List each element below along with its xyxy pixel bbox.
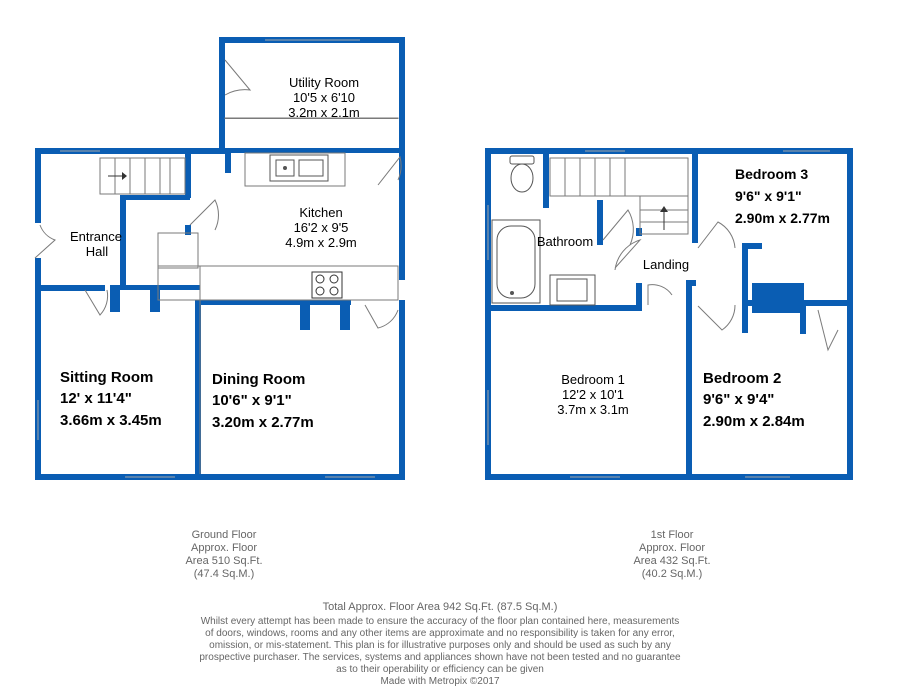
disclaimer-line: as to their operability or efficiency can be given (336, 664, 544, 675)
bedroom2-imperial: 9'6" x 9'4" (703, 391, 775, 408)
first-caption-line2: Approx. Floor (638, 542, 706, 554)
kitchen-imperial: 16'2 x 9'5 (293, 220, 349, 235)
kitchen-name: Kitchen (299, 205, 343, 220)
bathtub (492, 220, 540, 303)
toilet (510, 156, 534, 192)
kitchen-worktop (158, 118, 398, 300)
ground-caption-line1: Ground Floor (191, 529, 257, 541)
staircase (550, 158, 688, 234)
first-floor-plan (485, 148, 853, 480)
sitting-room-name: Sitting Room (60, 369, 154, 386)
wall (399, 37, 405, 187)
wall (110, 285, 200, 290)
sink (270, 155, 328, 181)
wall (692, 153, 698, 243)
wall (35, 285, 105, 291)
ground-floor-caption (185, 529, 262, 580)
bedroom3-name: Bedroom 3 (735, 166, 809, 182)
disclaimer-line: prospective purchaser. The services, systems and appliances shown have not been tested and no guarantee (199, 652, 681, 663)
wall (543, 153, 549, 208)
wall (225, 148, 231, 173)
first-caption-line3: Area 432 Sq.Ft. (633, 555, 711, 567)
wall (686, 280, 696, 286)
wall (800, 306, 806, 334)
sitting-room-imperial: 12' x 11'4" (60, 390, 132, 407)
dining-room-name: Dining Room (212, 371, 306, 388)
wash-basin (550, 275, 595, 305)
chimney-breast (752, 283, 804, 313)
wall (742, 243, 762, 249)
wall (35, 258, 41, 480)
entrance-hall-line1: Entrance (69, 229, 123, 244)
bedroom3-metric: 2.90m x 2.77m (735, 210, 830, 226)
disclaimer-line: Whilst every attempt has been made to ensure the accuracy of the floor plan contained here, measurements (200, 616, 680, 627)
wall (219, 37, 225, 154)
first-floor-caption (633, 529, 710, 580)
wall (742, 243, 748, 333)
first-caption-line4: (40.2 Sq.M.) (641, 568, 703, 580)
disclaimer-line: of doors, windows, rooms and any other items are approximate and no responsibility is taken for any error, (205, 628, 675, 639)
wall (399, 180, 405, 280)
wall (636, 228, 642, 236)
wall (120, 195, 190, 200)
utility-room-name: Utility Room (288, 75, 360, 90)
wall (491, 305, 641, 311)
wall (399, 300, 405, 480)
wall (201, 300, 351, 305)
wall (185, 153, 191, 198)
wall (300, 300, 310, 330)
wall (225, 148, 405, 153)
ground-caption-line4: (47.4 Sq.M.) (193, 568, 255, 580)
first-caption-line1: 1st Floor (650, 529, 694, 541)
wall (686, 280, 692, 480)
ground-floor-plan (35, 37, 405, 480)
wall (35, 148, 41, 223)
hob (312, 272, 342, 298)
bedroom2-metric: 2.90m x 2.84m (703, 413, 805, 430)
landing-name: Landing (642, 257, 690, 272)
sitting-room-metric: 3.66m x 3.45m (60, 412, 162, 429)
kitchen-metric: 4.9m x 2.9m (285, 235, 357, 250)
utility-room-metric: 3.2m x 2.1m (288, 105, 360, 120)
wall (597, 200, 603, 245)
bedroom2-name: Bedroom 2 (703, 370, 782, 387)
ground-caption-line3: Area 510 Sq.Ft. (185, 555, 263, 567)
disclaimer-line: omission, or mis-statement. This plan is for illustrative purposes only and should be used as such by any (209, 640, 671, 651)
disclaimer-line: Made with Metropix ©2017 (380, 676, 500, 687)
wall (847, 148, 853, 480)
bathroom-name: Bathroom (536, 234, 594, 249)
bedroom1-metric: 3.7m x 3.1m (557, 402, 629, 417)
bedroom3-imperial: 9'6" x 9'1" (735, 188, 802, 204)
total-floor-area: Total Approx. Floor Area 942 Sq.Ft. (87.5 Sq.M.) (322, 601, 558, 613)
wall (636, 283, 642, 311)
bedroom1-imperial: 12'2 x 10'1 (561, 387, 625, 402)
dining-room-imperial: 10'6" x 9'1" (212, 392, 292, 409)
ground-caption-line2: Approx. Floor (190, 542, 258, 554)
wall (485, 474, 853, 480)
dining-room-metric: 3.20m x 2.77m (212, 414, 314, 431)
utility-room-imperial: 10'5 x 6'10 (292, 90, 356, 105)
wall (110, 288, 120, 312)
wall (340, 300, 350, 330)
entrance-hall-line2: Hall (85, 244, 109, 259)
disclaimer (199, 616, 681, 687)
bedroom1-name: Bedroom 1 (561, 372, 625, 387)
